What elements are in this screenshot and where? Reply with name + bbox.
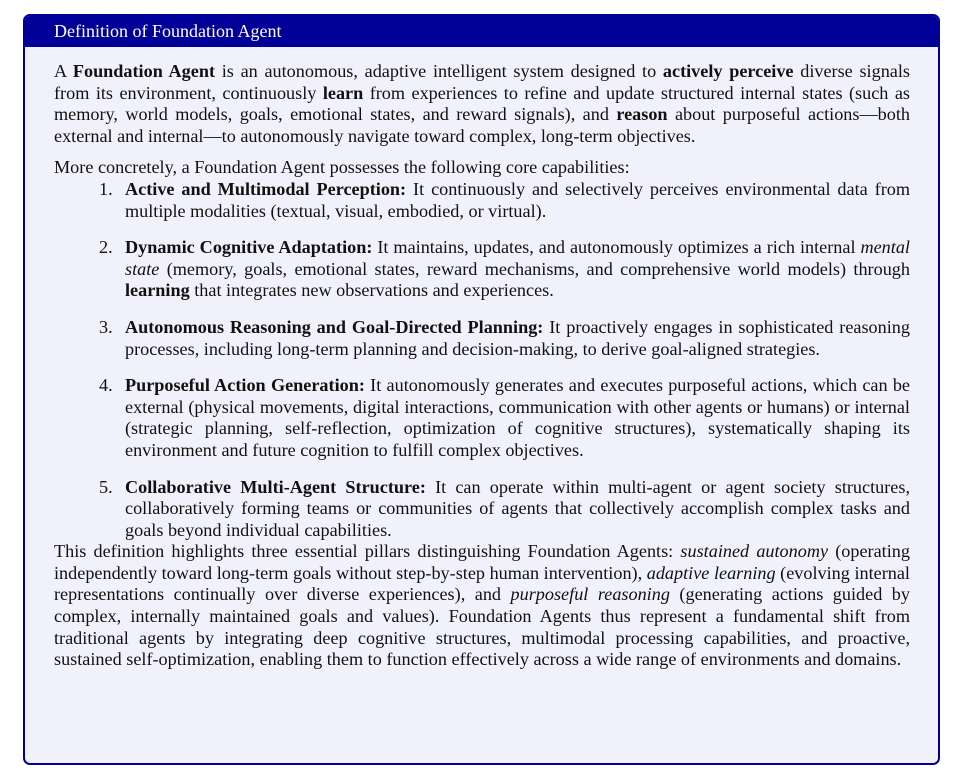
item-number: 4. bbox=[99, 375, 113, 396]
item-number: 5. bbox=[99, 476, 113, 497]
capabilities-list bbox=[54, 179, 910, 541]
capability-item bbox=[54, 179, 910, 222]
item-text: It proactively engages in sophisticated reasoning processes, including long-term planning and decision-making, to derive goal-aligned strategies. bbox=[125, 316, 910, 359]
capability-item bbox=[54, 237, 910, 302]
item-title: Autonomous Reasoning and Goal-Directed Planning: bbox=[125, 316, 544, 337]
item-title: Active and Multimodal Perception: bbox=[125, 178, 407, 199]
term-purposeful-reasoning: purposeful reasoning bbox=[510, 584, 670, 605]
summary-text: This definition highlights three essential pillars distinguishing Foundation Agents: bbox=[54, 541, 681, 562]
item-title: Purposeful Action Generation: bbox=[125, 375, 365, 396]
item-number: 1. bbox=[99, 178, 113, 199]
definition-box bbox=[23, 14, 940, 765]
intro-paragraph bbox=[54, 47, 910, 147]
summary-text: (generating actions guided by complex, internally maintained goals and values). Foundation Agents thus represent a fundamental shift from traditional agents by integrating deep cognitive structures, multimodal processing capabilities, and proactive, sustained self-optimization, enabling them to function effectively across a wide range of environments and domains. bbox=[54, 584, 910, 670]
item-text: It continuously and selectively perceives environmental data from multiple modalities (textual, visual, embodied, or virtual). bbox=[125, 178, 910, 221]
intro-text: diverse signals from its environment, continuously bbox=[54, 61, 910, 103]
box-header bbox=[25, 16, 938, 47]
item-title: Dynamic Cognitive Adaptation: bbox=[125, 237, 373, 258]
capability-item bbox=[54, 477, 910, 542]
term-reason: reason bbox=[616, 104, 668, 125]
term-mental-state: mental state bbox=[125, 237, 910, 279]
intro-text: A bbox=[54, 61, 73, 81]
intro-text: from experiences to refine and update structured internal states (such as memory, world models, goals, emotional states, and reward signals), and bbox=[54, 82, 910, 125]
summary-text: (operating independently toward long-term goals without step-by-step human intervention), bbox=[54, 541, 910, 583]
capability-item bbox=[54, 375, 910, 461]
item-text: (memory, goals, emotional states, reward mechanisms, and comprehensive world models) through bbox=[159, 258, 910, 279]
term-sustained-autonomy: sustained autonomy bbox=[680, 541, 829, 562]
item-title: Collaborative Multi-Agent Structure: bbox=[125, 476, 426, 497]
term-learn: learn bbox=[322, 82, 364, 103]
summary-text: (evolving internal representations continually over diverse experiences), and bbox=[54, 562, 910, 605]
box-content bbox=[25, 47, 938, 671]
capabilities-lead: More concretely, a Foundation Agent possesses the following core capabilities: bbox=[54, 157, 630, 178]
capability-item bbox=[54, 317, 910, 360]
item-text: It can operate within multi-agent or agent society structures, collaboratively forming teams or communities of agents that collectively accomplish complex tasks and goals beyond individual capabilities. bbox=[125, 476, 910, 540]
item-text: It autonomously generates and executes purposeful actions, which can be external (physical movements, digital interactions, communication with other agents or humans) or internal (strategic planning, self-reflection, optimization of cognitive structures), systematically shaping its environment and future cognition to fulfill complex objectives. bbox=[125, 375, 910, 460]
term-adaptive-learning: adaptive learning bbox=[646, 562, 776, 583]
term-learning: learning bbox=[125, 280, 190, 301]
box-title: Definition of Foundation Agent bbox=[54, 21, 282, 41]
item-number: 2. bbox=[99, 237, 113, 258]
item-text: It maintains, updates, and autonomously optimizes a rich internal bbox=[372, 237, 861, 258]
term-actively-perceive: actively perceive bbox=[662, 61, 794, 81]
item-number: 3. bbox=[99, 316, 113, 337]
summary-paragraph bbox=[54, 541, 910, 671]
intro-text: about purposeful actions—both external and internal—to autonomously navigate toward complex, long-term objectives. bbox=[54, 104, 911, 146]
intro-text: is an autonomous, adaptive intelligent system designed to bbox=[215, 61, 663, 81]
term-foundation-agent: Foundation Agent bbox=[72, 61, 216, 81]
item-text: that integrates new observations and experiences. bbox=[189, 280, 554, 301]
